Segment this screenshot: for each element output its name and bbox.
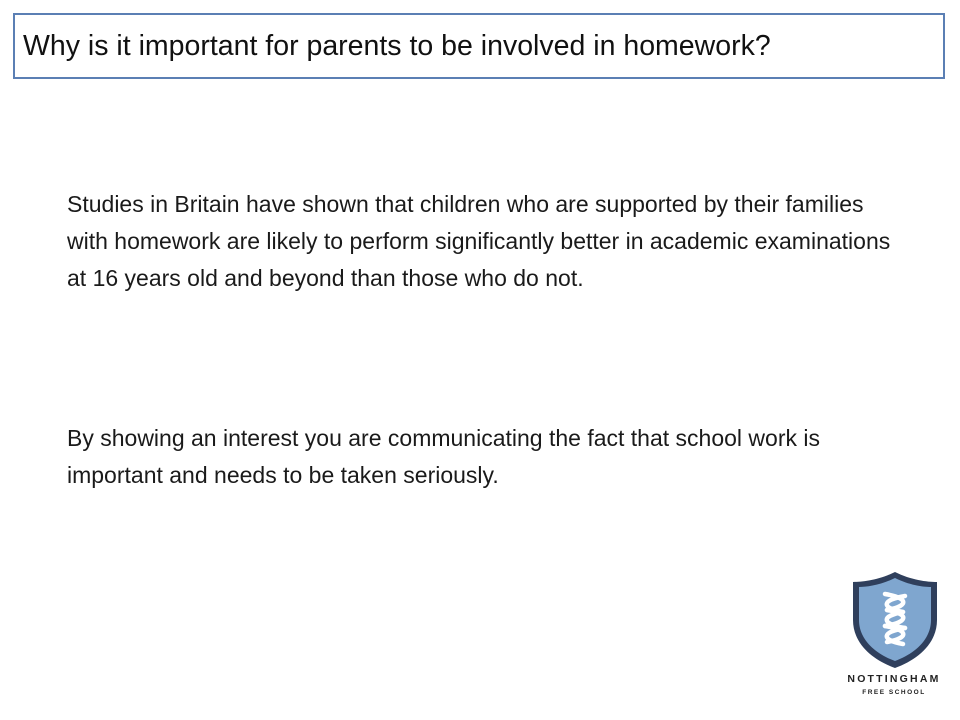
school-logo [832, 570, 956, 710]
paragraph-studies: Studies in Britain have shown that children who are supported by their families with homework are likely to perform significantly better in academic examinations at 16 years old and beyond than those who do not. [67, 191, 891, 291]
logo-subtitle: FREE SCHOOL [862, 689, 926, 696]
slide-title: Why is it important for parents to be involved in homework? [23, 29, 771, 62]
logo-name: NOTTINGHAM [847, 673, 941, 685]
title-box [13, 13, 945, 79]
shield-icon [849, 570, 941, 670]
paragraph-interest: By showing an interest you are communicating the fact that school work is important and needs to be taken seriously. [67, 425, 820, 488]
